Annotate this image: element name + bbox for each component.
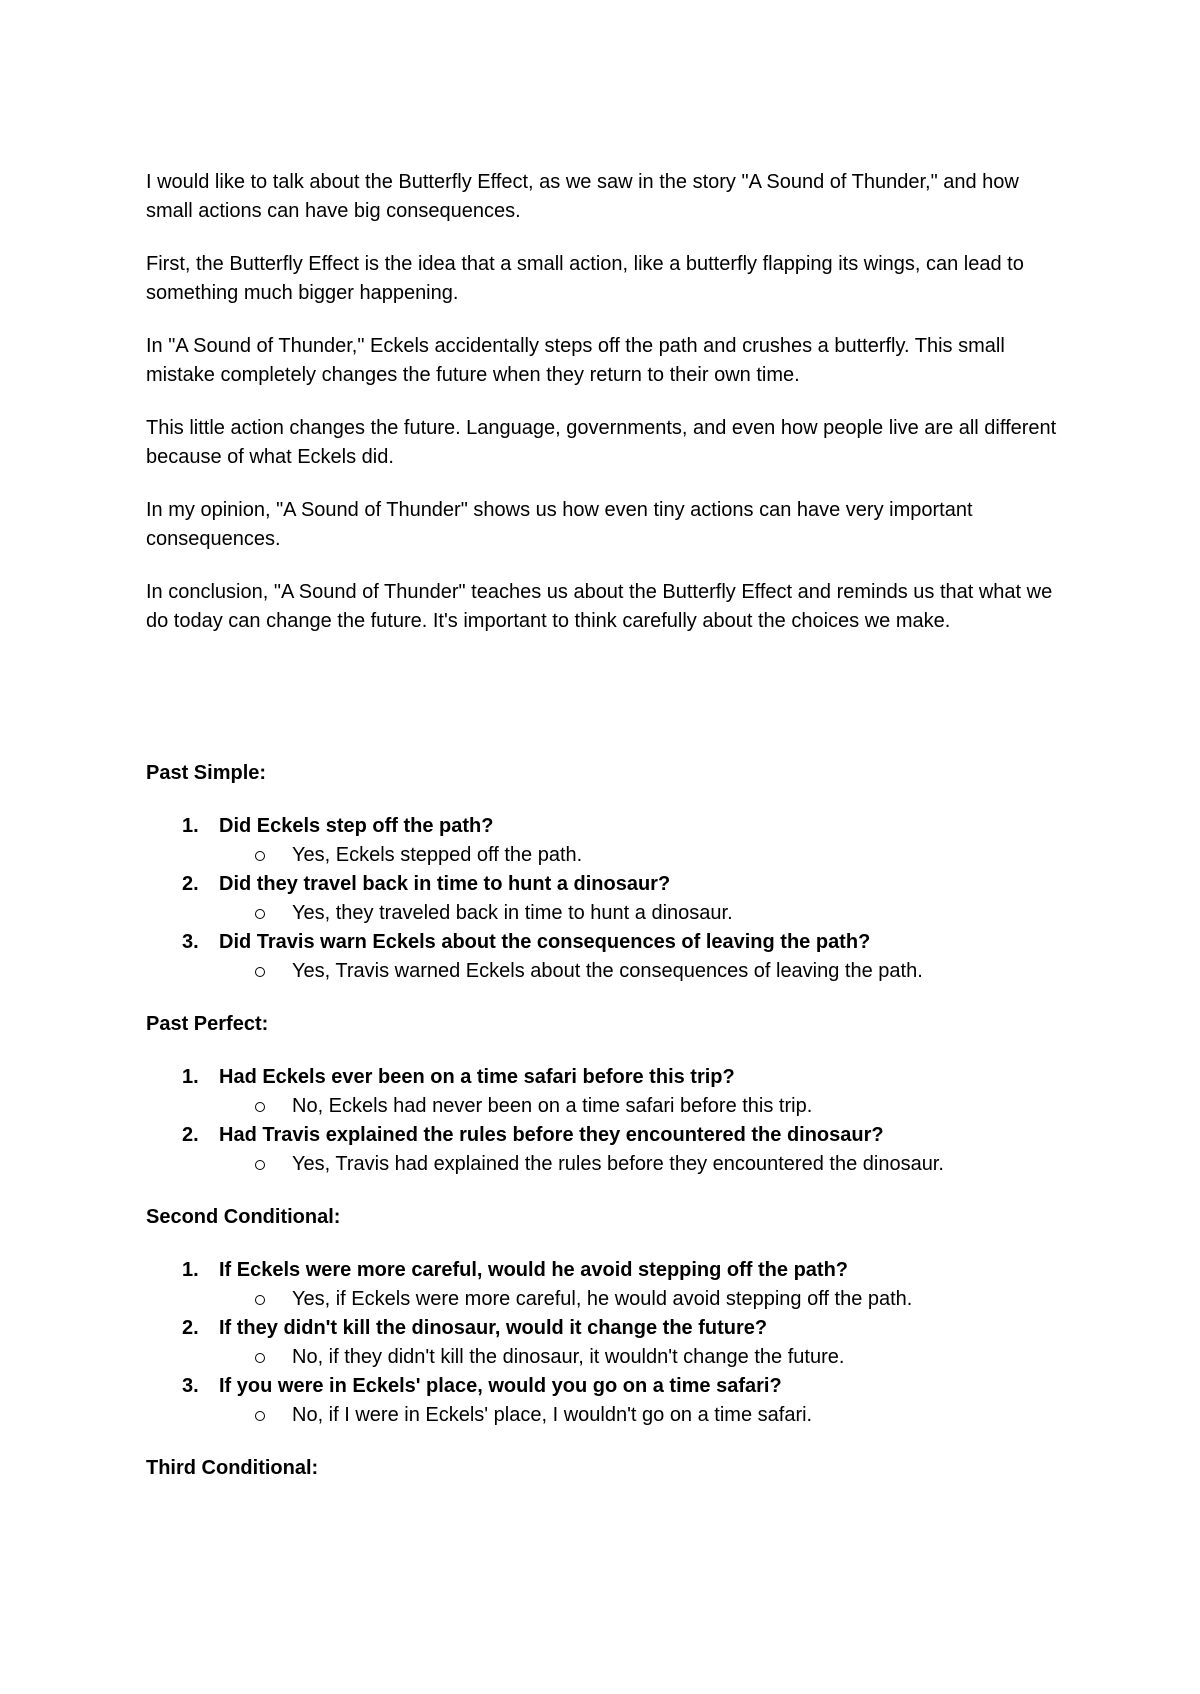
- list-item: [146, 1314, 1066, 1372]
- section-heading-past-simple: Past Simple:: [146, 762, 267, 784]
- past-perfect-list: [146, 1063, 1066, 1179]
- hollow-bullet-icon: [255, 967, 265, 977]
- question-text: Had Travis explained the rules before they encountered the dinosaur?: [219, 1124, 884, 1146]
- question-text: Did Eckels step off the path?: [219, 815, 494, 837]
- answer-list: [219, 841, 1066, 870]
- blank-space: [146, 660, 1066, 759]
- hollow-bullet-icon: [255, 1411, 265, 1421]
- story-paragraph: In "A Sound of Thunder," Eckels accidentally steps off the path and crushes a butterfly. This small mistake completely changes the future when they return to their own time.: [146, 335, 1005, 386]
- opinion-paragraph: In my opinion, "A Sound of Thunder" shows us how even tiny actions can have very important consequences.: [146, 499, 973, 550]
- question-number: 2.: [182, 1124, 199, 1146]
- intro-paragraph: I would like to talk about the Butterfly Effect, as we saw in the story "A Sound of Thunder," and how small actions can have big consequences.: [146, 171, 1019, 222]
- second-conditional-list: [146, 1256, 1066, 1430]
- section-heading-past-perfect: Past Perfect:: [146, 1013, 269, 1035]
- answer-item: [219, 841, 1066, 870]
- answer-text: No, if I were in Eckels' place, I wouldn't go on a time safari.: [292, 1404, 813, 1426]
- answer-list: [219, 1401, 1066, 1430]
- question-text: If Eckels were more careful, would he avoid stepping off the path?: [219, 1259, 849, 1281]
- hollow-bullet-icon: [255, 909, 265, 919]
- answer-text: Yes, Eckels stepped off the path.: [292, 844, 583, 866]
- question-text: If they didn't kill the dinosaur, would it change the future?: [219, 1317, 768, 1339]
- answer-text: No, Eckels had never been on a time safari before this trip.: [292, 1095, 813, 1117]
- hollow-bullet-icon: [255, 1160, 265, 1170]
- conclusion-paragraph: In conclusion, "A Sound of Thunder" teaches us about the Butterfly Effect and reminds us that what we do today can change the future. It's important to think carefully about the choices we make.: [146, 581, 1053, 632]
- list-item: [146, 1063, 1066, 1121]
- past-simple-list: [146, 812, 1066, 986]
- answer-list: [219, 1285, 1066, 1314]
- answer-list: [219, 899, 1066, 928]
- answer-item: [219, 1343, 1066, 1372]
- question-number: 1.: [182, 815, 199, 837]
- answer-item: [219, 899, 1066, 928]
- hollow-bullet-icon: [255, 851, 265, 861]
- answer-item: [219, 1285, 1066, 1314]
- hollow-bullet-icon: [255, 1353, 265, 1363]
- list-item: [146, 1121, 1066, 1179]
- list-item: [146, 870, 1066, 928]
- hollow-bullet-icon: [255, 1102, 265, 1112]
- answer-item: [219, 1150, 1066, 1179]
- question-number: 1.: [182, 1066, 199, 1088]
- consequence-paragraph: This little action changes the future. Language, governments, and even how people live are all different because of what Eckels did.: [146, 417, 1057, 468]
- answer-item: [219, 1092, 1066, 1121]
- list-item: [146, 928, 1066, 986]
- hollow-bullet-icon: [255, 1295, 265, 1305]
- answer-text: Yes, they traveled back in time to hunt a dinosaur.: [292, 902, 733, 924]
- section-heading-third-conditional: Third Conditional:: [146, 1457, 319, 1479]
- definition-paragraph: First, the Butterfly Effect is the idea that a small action, like a butterfly flapping its wings, can lead to something much bigger happening.: [146, 253, 1024, 304]
- question-number: 3.: [182, 931, 199, 953]
- list-item: [146, 812, 1066, 870]
- answer-item: [219, 957, 1066, 986]
- question-text: If you were in Eckels' place, would you go on a time safari?: [219, 1375, 782, 1397]
- answer-text: Yes, Travis had explained the rules before they encountered the dinosaur.: [292, 1153, 944, 1175]
- list-item: [146, 1256, 1066, 1314]
- answer-list: [219, 1150, 1066, 1179]
- question-text: Did Travis warn Eckels about the consequences of leaving the path?: [219, 931, 871, 953]
- answer-list: [219, 957, 1066, 986]
- question-number: 2.: [182, 873, 199, 895]
- question-number: 2.: [182, 1317, 199, 1339]
- question-text: Had Eckels ever been on a time safari before this trip?: [219, 1066, 735, 1088]
- answer-list: [219, 1343, 1066, 1372]
- section-heading-second-conditional: Second Conditional:: [146, 1206, 341, 1228]
- question-number: 1.: [182, 1259, 199, 1281]
- question-number: 3.: [182, 1375, 199, 1397]
- answer-text: Yes, if Eckels were more careful, he would avoid stepping off the path.: [292, 1288, 913, 1310]
- answer-text: Yes, Travis warned Eckels about the consequences of leaving the path.: [292, 960, 923, 982]
- answer-item: [219, 1401, 1066, 1430]
- answer-text: No, if they didn't kill the dinosaur, it wouldn't change the future.: [292, 1346, 845, 1368]
- question-text: Did they travel back in time to hunt a dinosaur?: [219, 873, 671, 895]
- answer-list: [219, 1092, 1066, 1121]
- document-body: [146, 168, 1066, 1507]
- list-item: [146, 1372, 1066, 1430]
